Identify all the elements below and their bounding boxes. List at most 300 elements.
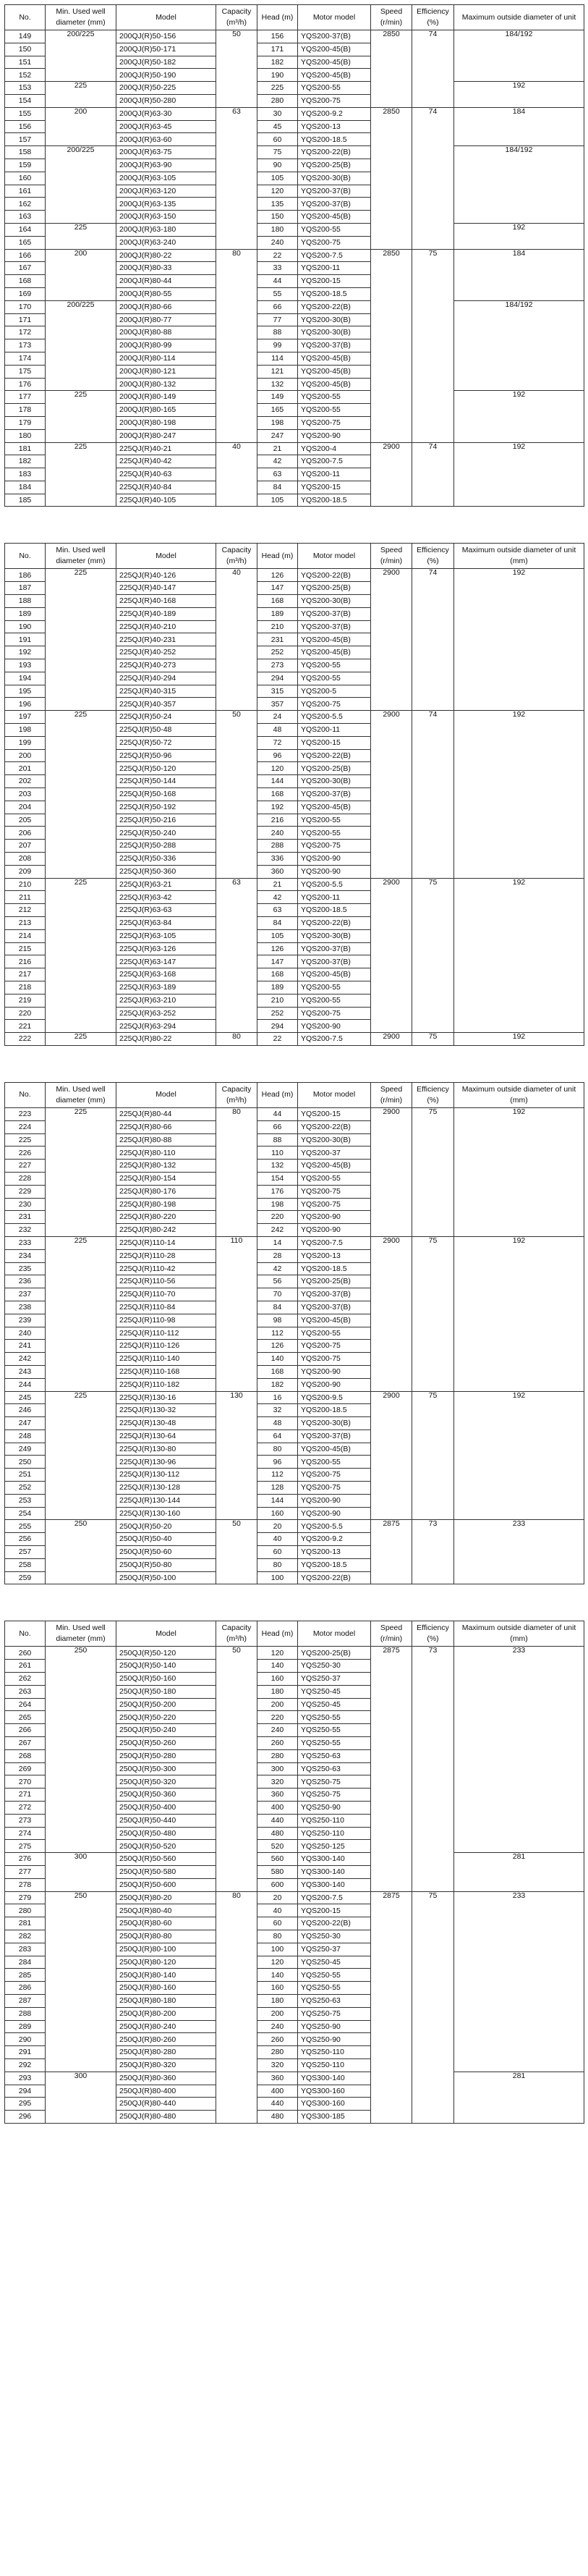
cell-motor-model: YQS200-45(B) bbox=[298, 352, 371, 365]
cell-model: 200QJ(R)80-77 bbox=[116, 313, 216, 326]
cell-capacity: 63 bbox=[216, 107, 257, 249]
cell-model: 250QJ(R)80-40 bbox=[116, 1904, 216, 1917]
cell-head: 320 bbox=[257, 2058, 298, 2072]
cell-model: 250QJ(R)50-140 bbox=[116, 1660, 216, 1673]
header-max-diameter: Maximum outside diameter of unit (mm) bbox=[454, 1082, 584, 1107]
cell-motor-model: YQS250-63 bbox=[298, 1749, 371, 1762]
cell-motor-model: YQS200-30(B) bbox=[298, 1417, 371, 1430]
cell-no: 162 bbox=[5, 198, 46, 211]
cell-motor-model: YQS200-7.5 bbox=[298, 1236, 371, 1249]
cell-motor-model: YQS200-75 bbox=[298, 1007, 371, 1020]
cell-no: 292 bbox=[5, 2058, 46, 2072]
cell-model: 225QJ(R)40-294 bbox=[116, 672, 216, 685]
header-row bbox=[5, 5, 584, 30]
cell-well-diameter: 300 bbox=[46, 1853, 116, 1891]
cell-head: 60 bbox=[257, 133, 298, 146]
cell-motor-model: YQS200-13 bbox=[298, 120, 371, 133]
cell-no: 270 bbox=[5, 1775, 46, 1789]
cell-no: 186 bbox=[5, 569, 46, 582]
cell-no: 251 bbox=[5, 1469, 46, 1482]
header-well-diameter: Min. Used well diameter (mm) bbox=[46, 544, 116, 569]
cell-no: 173 bbox=[5, 339, 46, 352]
cell-no: 227 bbox=[5, 1160, 46, 1173]
cell-model: 250QJ(R)50-320 bbox=[116, 1775, 216, 1789]
cell-motor-model: YQS200-9.2 bbox=[298, 1533, 371, 1546]
cell-max-diameter: 192 bbox=[454, 1107, 584, 1236]
cell-max-diameter: 184/192 bbox=[454, 300, 584, 391]
cell-no: 164 bbox=[5, 223, 46, 236]
cell-motor-model: YQS250-125 bbox=[298, 1840, 371, 1853]
cell-head: 225 bbox=[257, 82, 298, 95]
table-row bbox=[5, 2072, 584, 2085]
cell-model: 225QJ(R)40-189 bbox=[116, 607, 216, 620]
cell-no: 276 bbox=[5, 1853, 46, 1866]
cell-head: 126 bbox=[257, 942, 298, 955]
cell-motor-model: YQS200-45(B) bbox=[298, 69, 371, 82]
cell-model: 225QJ(R)50-96 bbox=[116, 749, 216, 762]
cell-no: 285 bbox=[5, 1969, 46, 1982]
cell-well-diameter: 225 bbox=[46, 1236, 116, 1391]
cell-speed: 2900 bbox=[371, 1391, 412, 1520]
header-max-diameter: Maximum outside diameter of unit (mm) bbox=[454, 544, 584, 569]
cell-model: 225QJ(R)110-56 bbox=[116, 1275, 216, 1288]
cell-head: 360 bbox=[257, 1789, 298, 1802]
cell-motor-model: YQS200-75 bbox=[298, 1482, 371, 1495]
cell-model: 250QJ(R)50-400 bbox=[116, 1802, 216, 1815]
cell-model: 250QJ(R)80-160 bbox=[116, 1982, 216, 1995]
cell-motor-model: YQS200-37(B) bbox=[298, 198, 371, 211]
cell-motor-model: YQS200-7.5 bbox=[298, 455, 371, 468]
cell-model: 225QJ(R)80-66 bbox=[116, 1120, 216, 1133]
cell-motor-model: YQS200-11 bbox=[298, 262, 371, 275]
header-speed: Speed (r/min) bbox=[371, 5, 412, 30]
header-model: Model bbox=[116, 5, 216, 30]
cell-head: 28 bbox=[257, 1249, 298, 1262]
cell-head: 180 bbox=[257, 223, 298, 236]
cell-no: 198 bbox=[5, 724, 46, 737]
cell-motor-model: YQS200-75 bbox=[298, 1469, 371, 1482]
cell-capacity: 50 bbox=[216, 1520, 257, 1584]
cell-head: 480 bbox=[257, 2111, 298, 2124]
cell-max-diameter: 192 bbox=[454, 1033, 584, 1046]
cell-no: 225 bbox=[5, 1133, 46, 1146]
cell-model: 225QJ(R)110-126 bbox=[116, 1340, 216, 1353]
cell-head: 580 bbox=[257, 1866, 298, 1879]
header-well-diameter: Min. Used well diameter (mm) bbox=[46, 5, 116, 30]
cell-model: 250QJ(R)50-260 bbox=[116, 1737, 216, 1750]
cell-head: 300 bbox=[257, 1762, 298, 1775]
cell-model: 225QJ(R)130-64 bbox=[116, 1430, 216, 1443]
cell-no: 233 bbox=[5, 1236, 46, 1249]
cell-head: 168 bbox=[257, 595, 298, 608]
cell-no: 250 bbox=[5, 1456, 46, 1469]
cell-max-diameter: 233 bbox=[454, 1647, 584, 1853]
header-no: No. bbox=[5, 5, 46, 30]
cell-head: 252 bbox=[257, 1007, 298, 1020]
cell-model: 200QJ(R)50-156 bbox=[116, 30, 216, 43]
cell-model: 225QJ(R)63-252 bbox=[116, 1007, 216, 1020]
cell-head: 560 bbox=[257, 1853, 298, 1866]
cell-head: 189 bbox=[257, 981, 298, 994]
cell-head: 252 bbox=[257, 646, 298, 659]
cell-head: 63 bbox=[257, 468, 298, 481]
header-row bbox=[5, 1082, 584, 1107]
cell-model: 225QJ(R)63-63 bbox=[116, 904, 216, 917]
cell-head: 273 bbox=[257, 659, 298, 672]
cell-model: 200QJ(R)63-240 bbox=[116, 236, 216, 249]
cell-head: 260 bbox=[257, 1737, 298, 1750]
cell-model: 200QJ(R)80-198 bbox=[116, 416, 216, 429]
cell-no: 238 bbox=[5, 1301, 46, 1314]
cell-motor-model: YQS250-90 bbox=[298, 1802, 371, 1815]
cell-no: 208 bbox=[5, 853, 46, 866]
table-row bbox=[5, 711, 584, 724]
cell-motor-model: YQS200-5.5 bbox=[298, 878, 371, 891]
cell-no: 277 bbox=[5, 1866, 46, 1879]
table-row bbox=[5, 30, 584, 43]
cell-model: 250QJ(R)50-560 bbox=[116, 1853, 216, 1866]
cell-no: 246 bbox=[5, 1404, 46, 1417]
cell-no: 280 bbox=[5, 1904, 46, 1917]
cell-motor-model: YQS250-30 bbox=[298, 1930, 371, 1943]
cell-motor-model: YQS200-15 bbox=[298, 481, 371, 494]
cell-model: 200QJ(R)80-121 bbox=[116, 365, 216, 378]
cell-model: 200QJ(R)63-135 bbox=[116, 198, 216, 211]
cell-no: 288 bbox=[5, 2007, 46, 2020]
cell-model: 250QJ(R)50-220 bbox=[116, 1711, 216, 1724]
header-motor-model: Motor model bbox=[298, 5, 371, 30]
cell-no: 282 bbox=[5, 1930, 46, 1943]
cell-motor-model: YQS200-55 bbox=[298, 981, 371, 994]
cell-no: 274 bbox=[5, 1827, 46, 1840]
header-capacity: Capacity (m³/h) bbox=[216, 1621, 257, 1647]
cell-no: 152 bbox=[5, 69, 46, 82]
cell-motor-model: YQS200-55 bbox=[298, 1172, 371, 1185]
cell-model: 250QJ(R)50-80 bbox=[116, 1558, 216, 1571]
cell-head: 33 bbox=[257, 262, 298, 275]
cell-head: 336 bbox=[257, 853, 298, 866]
cell-motor-model: YQS200-13 bbox=[298, 1546, 371, 1559]
table-row bbox=[5, 1647, 584, 1660]
cell-model: 250QJ(R)50-60 bbox=[116, 1546, 216, 1559]
cell-efficiency: 74 bbox=[412, 711, 454, 878]
cell-model: 250QJ(R)80-20 bbox=[116, 1891, 216, 1904]
cell-model: 225QJ(R)130-112 bbox=[116, 1469, 216, 1482]
cell-motor-model: YQS200-30(B) bbox=[298, 172, 371, 185]
cell-efficiency: 74 bbox=[412, 30, 454, 108]
cell-motor-model: YQS200-45(B) bbox=[298, 211, 371, 224]
cell-no: 195 bbox=[5, 685, 46, 698]
cell-model: 250QJ(R)50-120 bbox=[116, 1647, 216, 1660]
cell-model: 250QJ(R)80-360 bbox=[116, 2072, 216, 2085]
cell-model: 250QJ(R)50-40 bbox=[116, 1533, 216, 1546]
cell-motor-model: YQS200-30(B) bbox=[298, 595, 371, 608]
cell-model: 250QJ(R)80-480 bbox=[116, 2111, 216, 2124]
header-row bbox=[5, 1621, 584, 1647]
cell-no: 199 bbox=[5, 736, 46, 749]
cell-no: 252 bbox=[5, 1482, 46, 1495]
cell-motor-model: YQS200-55 bbox=[298, 827, 371, 840]
cell-motor-model: YQS200-37(B) bbox=[298, 788, 371, 801]
cell-motor-model: YQS250-45 bbox=[298, 1698, 371, 1711]
header-efficiency: Efficiency (%) bbox=[412, 1082, 454, 1107]
cell-no: 209 bbox=[5, 865, 46, 878]
cell-motor-model: YQS250-110 bbox=[298, 1814, 371, 1827]
cell-model: 225QJ(R)80-44 bbox=[116, 1107, 216, 1120]
cell-head: 110 bbox=[257, 1146, 298, 1160]
cell-no: 213 bbox=[5, 917, 46, 930]
cell-motor-model: YQS200-25(B) bbox=[298, 1275, 371, 1288]
cell-motor-model: YQS200-37(B) bbox=[298, 1430, 371, 1443]
cell-motor-model: YQS200-18.5 bbox=[298, 904, 371, 917]
cell-well-diameter: 225 bbox=[46, 223, 116, 249]
cell-no: 232 bbox=[5, 1224, 46, 1237]
cell-motor-model: YQS200-22(B) bbox=[298, 917, 371, 930]
cell-model: 250QJ(R)80-440 bbox=[116, 2098, 216, 2111]
cell-speed: 2900 bbox=[371, 711, 412, 878]
cell-capacity: 80 bbox=[216, 1107, 257, 1236]
cell-max-diameter: 233 bbox=[454, 1891, 584, 2072]
cell-no: 286 bbox=[5, 1982, 46, 1995]
cell-no: 169 bbox=[5, 287, 46, 300]
cell-head: 66 bbox=[257, 300, 298, 313]
cell-head: 147 bbox=[257, 582, 298, 595]
cell-no: 265 bbox=[5, 1711, 46, 1724]
cell-model: 250QJ(R)80-400 bbox=[116, 2085, 216, 2098]
cell-no: 281 bbox=[5, 1917, 46, 1930]
cell-motor-model: YQS200-22(B) bbox=[298, 1571, 371, 1584]
cell-motor-model: YQS250-45 bbox=[298, 1956, 371, 1969]
cell-head: 600 bbox=[257, 1878, 298, 1891]
cell-motor-model: YQS200-55 bbox=[298, 1456, 371, 1469]
cell-no: 191 bbox=[5, 633, 46, 646]
cell-no: 218 bbox=[5, 981, 46, 994]
cell-motor-model: YQS200-75 bbox=[298, 1198, 371, 1211]
header-head: Head (m) bbox=[257, 544, 298, 569]
cell-no: 279 bbox=[5, 1891, 46, 1904]
cell-no: 224 bbox=[5, 1120, 46, 1133]
cell-head: 400 bbox=[257, 2085, 298, 2098]
cell-head: 100 bbox=[257, 1943, 298, 1956]
cell-max-diameter: 192 bbox=[454, 442, 584, 507]
cell-model: 225QJ(R)130-128 bbox=[116, 1482, 216, 1495]
cell-capacity: 50 bbox=[216, 711, 257, 878]
header-speed: Speed (r/min) bbox=[371, 1621, 412, 1647]
cell-max-diameter: 281 bbox=[454, 2072, 584, 2123]
cell-model: 200QJ(R)80-44 bbox=[116, 275, 216, 288]
cell-no: 204 bbox=[5, 801, 46, 814]
cell-head: 90 bbox=[257, 159, 298, 172]
cell-no: 228 bbox=[5, 1172, 46, 1185]
cell-motor-model: YQS200-55 bbox=[298, 391, 371, 404]
cell-no: 211 bbox=[5, 891, 46, 904]
cell-model: 225QJ(R)40-84 bbox=[116, 481, 216, 494]
cell-motor-model: YQS200-75 bbox=[298, 236, 371, 249]
cell-no: 230 bbox=[5, 1198, 46, 1211]
cell-head: 168 bbox=[257, 788, 298, 801]
cell-motor-model: YQS200-45(B) bbox=[298, 801, 371, 814]
cell-head: 128 bbox=[257, 1482, 298, 1495]
header-model: Model bbox=[116, 544, 216, 569]
cell-capacity: 110 bbox=[216, 1236, 257, 1391]
cell-model: 225QJ(R)63-21 bbox=[116, 878, 216, 891]
cell-head: 80 bbox=[257, 1930, 298, 1943]
cell-motor-model: YQS250-55 bbox=[298, 1969, 371, 1982]
table-row bbox=[5, 391, 584, 404]
cell-well-diameter: 200 bbox=[46, 249, 116, 300]
table-row bbox=[5, 1236, 584, 1249]
cell-model: 225QJ(R)50-144 bbox=[116, 775, 216, 788]
cell-head: 180 bbox=[257, 1994, 298, 2007]
cell-model: 225QJ(R)50-192 bbox=[116, 801, 216, 814]
cell-model: 225QJ(R)63-42 bbox=[116, 891, 216, 904]
cell-no: 154 bbox=[5, 94, 46, 107]
cell-head: 171 bbox=[257, 43, 298, 56]
cell-head: 48 bbox=[257, 724, 298, 737]
cell-speed: 2900 bbox=[371, 1107, 412, 1236]
cell-efficiency: 75 bbox=[412, 878, 454, 1033]
cell-head: 120 bbox=[257, 1956, 298, 1969]
table-row bbox=[5, 249, 584, 262]
cell-model: 200QJ(R)50-280 bbox=[116, 94, 216, 107]
cell-model: 200QJ(R)50-190 bbox=[116, 69, 216, 82]
cell-motor-model: YQS200-37(B) bbox=[298, 620, 371, 633]
cell-head: 150 bbox=[257, 211, 298, 224]
cell-speed: 2900 bbox=[371, 442, 412, 507]
cell-head: 210 bbox=[257, 620, 298, 633]
cell-well-diameter: 250 bbox=[46, 1647, 116, 1853]
cell-motor-model: YQS200-22(B) bbox=[298, 1917, 371, 1930]
cell-motor-model: YQS200-7.5 bbox=[298, 1891, 371, 1904]
cell-head: 99 bbox=[257, 339, 298, 352]
header-capacity: Capacity (m³/h) bbox=[216, 544, 257, 569]
cell-head: 63 bbox=[257, 904, 298, 917]
spec-table-2 bbox=[4, 543, 584, 1045]
cell-motor-model: YQS200-90 bbox=[298, 1507, 371, 1520]
cell-motor-model: YQS200-18.5 bbox=[298, 494, 371, 507]
cell-motor-model: YQS200-45(B) bbox=[298, 1443, 371, 1456]
cell-model: 225QJ(R)50-24 bbox=[116, 711, 216, 724]
cell-capacity: 80 bbox=[216, 249, 257, 442]
cell-efficiency: 75 bbox=[412, 1891, 454, 2123]
cell-head: 240 bbox=[257, 2020, 298, 2033]
cell-no: 161 bbox=[5, 185, 46, 198]
cell-head: 42 bbox=[257, 455, 298, 468]
cell-motor-model: YQS200-90 bbox=[298, 1365, 371, 1378]
cell-motor-model: YQS200-90 bbox=[298, 853, 371, 866]
cell-motor-model: YQS200-37(B) bbox=[298, 1288, 371, 1301]
cell-model: 225QJ(R)50-120 bbox=[116, 762, 216, 775]
cell-model: 200QJ(R)63-105 bbox=[116, 172, 216, 185]
cell-head: 40 bbox=[257, 1533, 298, 1546]
cell-capacity: 40 bbox=[216, 569, 257, 711]
cell-well-diameter: 225 bbox=[46, 442, 116, 507]
cell-model: 225QJ(R)110-168 bbox=[116, 1365, 216, 1378]
header-efficiency: Efficiency (%) bbox=[412, 544, 454, 569]
cell-head: 210 bbox=[257, 994, 298, 1007]
cell-capacity: 50 bbox=[216, 30, 257, 108]
cell-no: 210 bbox=[5, 878, 46, 891]
cell-no: 168 bbox=[5, 275, 46, 288]
cell-head: 21 bbox=[257, 442, 298, 455]
cell-motor-model: YQS200-22(B) bbox=[298, 749, 371, 762]
cell-motor-model: YQS200-37 bbox=[298, 1146, 371, 1160]
cell-head: 189 bbox=[257, 607, 298, 620]
cell-no: 166 bbox=[5, 249, 46, 262]
cell-model: 225QJ(R)40-315 bbox=[116, 685, 216, 698]
cell-no: 192 bbox=[5, 646, 46, 659]
cell-motor-model: YQS200-45(B) bbox=[298, 968, 371, 981]
cell-model: 250QJ(R)50-440 bbox=[116, 1814, 216, 1827]
cell-motor-model: YQS200-5 bbox=[298, 685, 371, 698]
cell-motor-model: YQS200-75 bbox=[298, 698, 371, 711]
cell-model: 225QJ(R)63-168 bbox=[116, 968, 216, 981]
cell-motor-model: YQS200-7.5 bbox=[298, 249, 371, 262]
cell-motor-model: YQS200-15 bbox=[298, 1904, 371, 1917]
table-row bbox=[5, 146, 584, 159]
cell-model: 225QJ(R)50-48 bbox=[116, 724, 216, 737]
header-no: No. bbox=[5, 1621, 46, 1647]
cell-no: 175 bbox=[5, 365, 46, 378]
cell-model: 250QJ(R)50-520 bbox=[116, 1840, 216, 1853]
cell-well-diameter: 225 bbox=[46, 1391, 116, 1520]
cell-head: 320 bbox=[257, 1775, 298, 1789]
cell-no: 193 bbox=[5, 659, 46, 672]
header-capacity: Capacity (m³/h) bbox=[216, 5, 257, 30]
cell-head: 56 bbox=[257, 1275, 298, 1288]
cell-motor-model: YQS250-55 bbox=[298, 1711, 371, 1724]
cell-model: 225QJ(R)63-105 bbox=[116, 929, 216, 942]
cell-head: 20 bbox=[257, 1520, 298, 1533]
cell-speed: 2900 bbox=[371, 1236, 412, 1391]
cell-no: 248 bbox=[5, 1430, 46, 1443]
cell-model: 225QJ(R)130-144 bbox=[116, 1494, 216, 1507]
table-row bbox=[5, 1391, 584, 1404]
cell-model: 225QJ(R)50-168 bbox=[116, 788, 216, 801]
cell-no: 205 bbox=[5, 814, 46, 827]
cell-head: 135 bbox=[257, 198, 298, 211]
cell-head: 182 bbox=[257, 1378, 298, 1391]
cell-motor-model: YQS200-37(B) bbox=[298, 607, 371, 620]
cell-no: 157 bbox=[5, 133, 46, 146]
cell-model: 250QJ(R)50-180 bbox=[116, 1685, 216, 1698]
cell-efficiency: 75 bbox=[412, 249, 454, 442]
cell-head: 176 bbox=[257, 1185, 298, 1198]
cell-no: 202 bbox=[5, 775, 46, 788]
cell-motor-model: YQS300-140 bbox=[298, 1866, 371, 1879]
cell-head: 315 bbox=[257, 685, 298, 698]
cell-well-diameter: 225 bbox=[46, 878, 116, 1033]
cell-no: 183 bbox=[5, 468, 46, 481]
cell-capacity: 80 bbox=[216, 1891, 257, 2123]
cell-no: 249 bbox=[5, 1443, 46, 1456]
cell-no: 253 bbox=[5, 1494, 46, 1507]
cell-motor-model: YQS200-25(B) bbox=[298, 1647, 371, 1660]
cell-motor-model: YQS200-22(B) bbox=[298, 1120, 371, 1133]
cell-head: 42 bbox=[257, 891, 298, 904]
cell-head: 144 bbox=[257, 1494, 298, 1507]
cell-motor-model: YQS300-140 bbox=[298, 1878, 371, 1891]
table-row bbox=[5, 82, 584, 95]
header-no: No. bbox=[5, 544, 46, 569]
cell-head: 220 bbox=[257, 1711, 298, 1724]
cell-efficiency: 74 bbox=[412, 107, 454, 249]
cell-motor-model: YQS200-4 bbox=[298, 442, 371, 455]
cell-no: 240 bbox=[5, 1327, 46, 1340]
cell-model: 250QJ(R)80-80 bbox=[116, 1930, 216, 1943]
cell-motor-model: YQS250-110 bbox=[298, 2046, 371, 2059]
cell-motor-model: YQS250-75 bbox=[298, 1775, 371, 1789]
